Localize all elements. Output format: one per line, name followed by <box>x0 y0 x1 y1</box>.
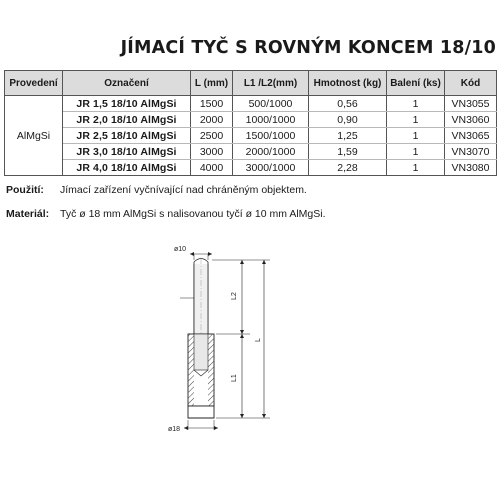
dim-l1 <box>231 334 244 418</box>
designation-cell: JR 1,5 18/10 AlMgSi <box>63 96 191 112</box>
designation-cell: JR 2,5 18/10 AlMgSi <box>63 128 191 144</box>
col-header-mass: Hmotnost (kg) <box>309 71 387 96</box>
designation-cell: JR 3,0 18/10 AlMgSi <box>63 144 191 160</box>
material-note <box>6 208 326 220</box>
dim-l-label: L <box>255 338 262 342</box>
code-cell: VN3070 <box>445 144 497 160</box>
dim-l2-label: L2 <box>231 292 238 300</box>
packaging-cell: 1 <box>387 144 445 160</box>
length-cell: 3000 <box>191 144 233 160</box>
dim-l1-label: L1 <box>231 374 238 382</box>
designation-cell: JR 4,0 18/10 AlMgSi <box>63 160 191 176</box>
l1-l2-cell: 500/1000 <box>233 96 309 112</box>
mass-cell: 0,56 <box>309 96 387 112</box>
dim-diameter-18 <box>168 420 218 433</box>
usage-text: Jímací zařízení vyčnívající nad chráněným objektem. <box>60 184 307 196</box>
dim-diameter-10 <box>174 246 212 260</box>
dim-l <box>216 260 270 418</box>
packaging-cell: 1 <box>387 96 445 112</box>
mass-cell: 2,28 <box>309 160 387 176</box>
code-cell: VN3055 <box>445 96 497 112</box>
product-table <box>4 70 497 176</box>
table-row <box>5 96 497 112</box>
col-header-code: Kód <box>445 71 497 96</box>
material-cell: AlMgSi <box>5 96 63 176</box>
mass-cell: 0,90 <box>309 112 387 128</box>
col-header-variant: Provedení <box>5 71 63 96</box>
l1-l2-cell: 2000/1000 <box>233 144 309 160</box>
length-cell: 4000 <box>191 160 233 176</box>
l1-l2-cell: 1000/1000 <box>233 112 309 128</box>
usage-note <box>6 184 307 196</box>
material-text: Tyč ø 18 mm AlMgSi s nalisovanou tyčí ø 10 mm AlMgSi. <box>60 208 326 220</box>
table-row <box>5 128 497 144</box>
page-title: JÍMACÍ TYČ S ROVNÝM KONCEM 18/10 <box>120 38 496 58</box>
col-header-packaging: Balení (ks) <box>387 71 445 96</box>
table-row <box>5 144 497 160</box>
code-cell: VN3065 <box>445 128 497 144</box>
length-cell: 1500 <box>191 96 233 112</box>
table-header-row <box>5 71 497 96</box>
col-header-designation: Označení <box>63 71 191 96</box>
dim-top-label: ø10 <box>174 246 187 253</box>
material-label: Materiál: <box>6 208 50 220</box>
packaging-cell: 1 <box>387 128 445 144</box>
col-header-l1-l2: L1 /L2(mm) <box>233 71 309 96</box>
dim-l2 <box>212 260 250 334</box>
l1-l2-cell: 3000/1000 <box>233 160 309 176</box>
thick-rod <box>188 334 214 418</box>
mass-cell: 1,59 <box>309 144 387 160</box>
packaging-cell: 1 <box>387 160 445 176</box>
code-cell: VN3060 <box>445 112 497 128</box>
designation-cell: JR 2,0 18/10 AlMgSi <box>63 112 191 128</box>
col-header-length: L (mm) <box>191 71 233 96</box>
l1-l2-cell: 1500/1000 <box>233 128 309 144</box>
rod-technical-drawing <box>150 238 290 438</box>
table-row <box>5 112 497 128</box>
length-cell: 2000 <box>191 112 233 128</box>
mass-cell: 1,25 <box>309 128 387 144</box>
packaging-cell: 1 <box>387 112 445 128</box>
dim-bottom-label: ø18 <box>168 426 181 433</box>
length-cell: 2500 <box>191 128 233 144</box>
table-row <box>5 160 497 176</box>
usage-label: Použití: <box>6 184 44 196</box>
code-cell: VN3080 <box>445 160 497 176</box>
